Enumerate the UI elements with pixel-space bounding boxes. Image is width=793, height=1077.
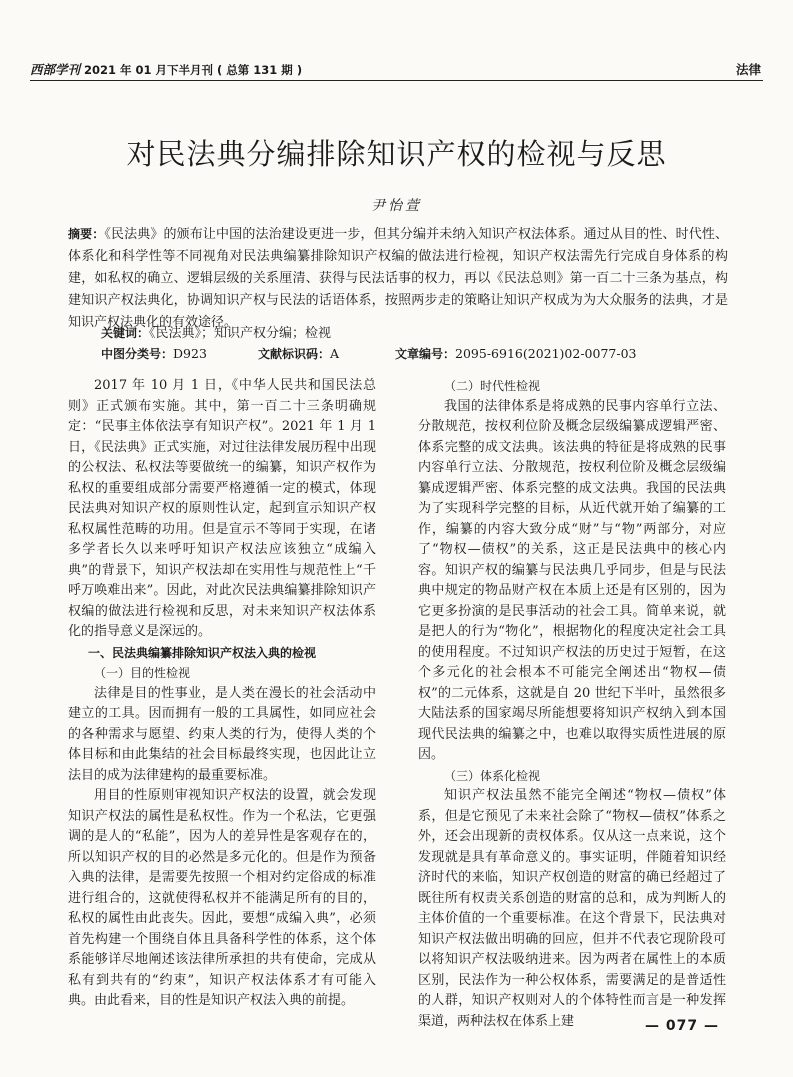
- issue-info: 2021 年 01 月下半月刊 ( 总第 131 期 ): [84, 63, 303, 77]
- article-number-value: 2095-6916(2021)02-0077-03: [455, 346, 637, 361]
- running-header: [30, 58, 763, 78]
- subsection-heading-system: （三）体系化检视: [444, 768, 541, 783]
- clc-number: [101, 345, 207, 363]
- clc-label: 中图分类号：: [101, 347, 174, 361]
- article-title: 对民法典分编排除知识产权的检视与反思: [126, 137, 667, 171]
- intro-paragraph: 2017 年 10 月 1 日，《中华人民共和国民法总则》正式颁布实施。其中，第一百二十三条明确规定：“民事主体依法享有知识产权”。2021 年 1 月 1 日，《民法典》正式实施，对过往法律发展历程中出现的公权法、私权法等要做统一的编纂，知识产权作为私权的重要组成部分需要严格遵循一定的模式，体现民法典对知识产权的原则性认定，起到宣示知识产权私权属性范畴的功用。但是宣示不等同于实现，在诸多学者长久以来呼吁知识产权法应该独立“成编入典”的背景下，知识产权法却在实用性与规范性上“千呼万唤难出来”。因此，对此次民法典编纂排除知识产权编的做法进行检视和反思，对未来知识产权法体系化的指导意义是深远的。: [68, 378, 376, 639]
- era-paragraph: 我国的法律体系是将成熟的民事内容单行立法、分散规范，按权利位阶及概念层级编纂成逻辑严密、体系完整的成文法典。该法典的特征是将成熟的民事内容单行立法、分散规范，按权利位阶及概念层级编纂成逻辑严密、体系完整的成文法典。我国的民法典为了实现科学完整的目标，从近代就开始了编纂的工作，编纂的内容大致分成“财”与“物”两部分，对应了“物权—债权”的关系，这正是民法典中的核心内容。知识产权的编纂与民法典几乎同步，但是与民法典中规定的物品财产权在本质上还是有区别的，因为它更多扮演的是民事活动的社会工具。简单来说，就是把人的行为“物化”，根据物化的程度决定社会工具的使用程度。不过知识产权法的历史过于短暂，在这个多元化的社会根本不可能完全阐述出“物权—债权”的二元体系，这就是自 20 世纪下半叶，虽然很多大陆法系的国家竭尽所能想要将知识产权纳入到本国现代民法典的编纂之中，也难以取得实质性进展的原因。: [418, 398, 726, 762]
- section-label: 法律: [735, 62, 761, 77]
- article-number: [395, 345, 637, 363]
- journal-info: [30, 60, 302, 78]
- abstract: [68, 223, 728, 334]
- right-column: [418, 376, 726, 1032]
- abstract-label: 摘要：: [68, 227, 105, 241]
- abstract-text: 《民法典》的颁布让中国的法治建设更进一步，但其分编并未纳入知识产权法体系。通过从目的性、时代性、体系化和科学性等不同视角对民法典编纂排除知识产权编的做法进行检视，知识产权法需先行完成自身体系的构建，如私权的确立、逻辑层级的关系厘清、获得与民法话事的权力，再以《民法总则》第一百二十三条为基点，构建知识产权法典化，协调知识产权与民法的话语体系，按照两步走的策略让知识产权成为为大众服务的法典，才是知识产权法典化的有效途径。: [68, 227, 728, 330]
- document-code: [258, 345, 339, 363]
- doc-code-value: A: [330, 346, 340, 361]
- keywords-text: 《民法典》；知识产权分编；检视: [149, 326, 332, 341]
- journal-logo: 西部学刊: [30, 62, 81, 77]
- clc-value: D923: [173, 346, 207, 361]
- purpose-paragraph-2: 用目的性原则审视知识产权法的设置，就会发现知识产权法的属性是私权性。作为一个私法，它更强调的是人的“私能”，因为人的差异性是客观存在的，所以知识产权的目的必然是多元化的。但是作为预备入典的法律，是需要先按照一个相对约定俗成的标准进行组合的，这就使得私权并不能满足所有的目的，私权的属性由此丧失。因此，要想“成编入典”，必须首先构建一个围绕自体且具备科学性的体系，这个体系能够详尽地阐述该法律所承担的共有使命，完成从私有到共有的“约束”，知识产权法体系才有可能入典。由此看来，目的性是知识产权法入典的前提。: [68, 788, 376, 1008]
- system-paragraph: 知识产权法虽然不能完全阐述“物权—债权”体系，但是它预见了未来社会除了“物权—债权”体系之外，还会出现新的责权体系。仅从这一点来说，这个发现就是具有革命意义的。事实证明，伴随着知识经济时代的来临，知识产权创造的财富的确已经超过了既往所有权责关系创造的财富的总和，成为判断人的主体价值的一个重要标准。在这个背景下，民法典对知识产权法做出明确的回应，但并不代表它现阶段可以将知识产权法吸纳进来。因为两者在属性上的本质区别，民法作为一种公权体系，需要满足的是普适性的人群，知识产权则对人的个体特性而言是一种发挥渠道，两种法权在体系上建: [418, 788, 726, 1029]
- purpose-paragraph-1: 法律是目的性事业，是人类在漫长的社会活动中建立的工具。因而拥有一般的工具属性，如同应社会的各种需求与愿望、约束人类的行为，使得人类的个体目标和由此集结的社会目标最终实现，也因此让立法目的成为法律建构的最重要标准。: [68, 685, 376, 783]
- keywords: [101, 323, 331, 344]
- keywords-label: 关键词：: [101, 326, 150, 340]
- left-column: [68, 376, 376, 1012]
- doc-code-label: 文献标识码：: [258, 347, 331, 361]
- article-number-label: 文章编号：: [395, 347, 456, 361]
- author-name: 尹怡萱: [371, 198, 422, 214]
- header-divider: [30, 80, 763, 81]
- subsection-heading-era: （二）时代性检视: [444, 379, 541, 393]
- subsection-heading-purpose: （一）目的性检视: [94, 666, 191, 680]
- page-number: — 077 —: [645, 1018, 719, 1034]
- section-heading-1: 一、民法典编纂排除知识产权法入典的检视: [88, 645, 317, 660]
